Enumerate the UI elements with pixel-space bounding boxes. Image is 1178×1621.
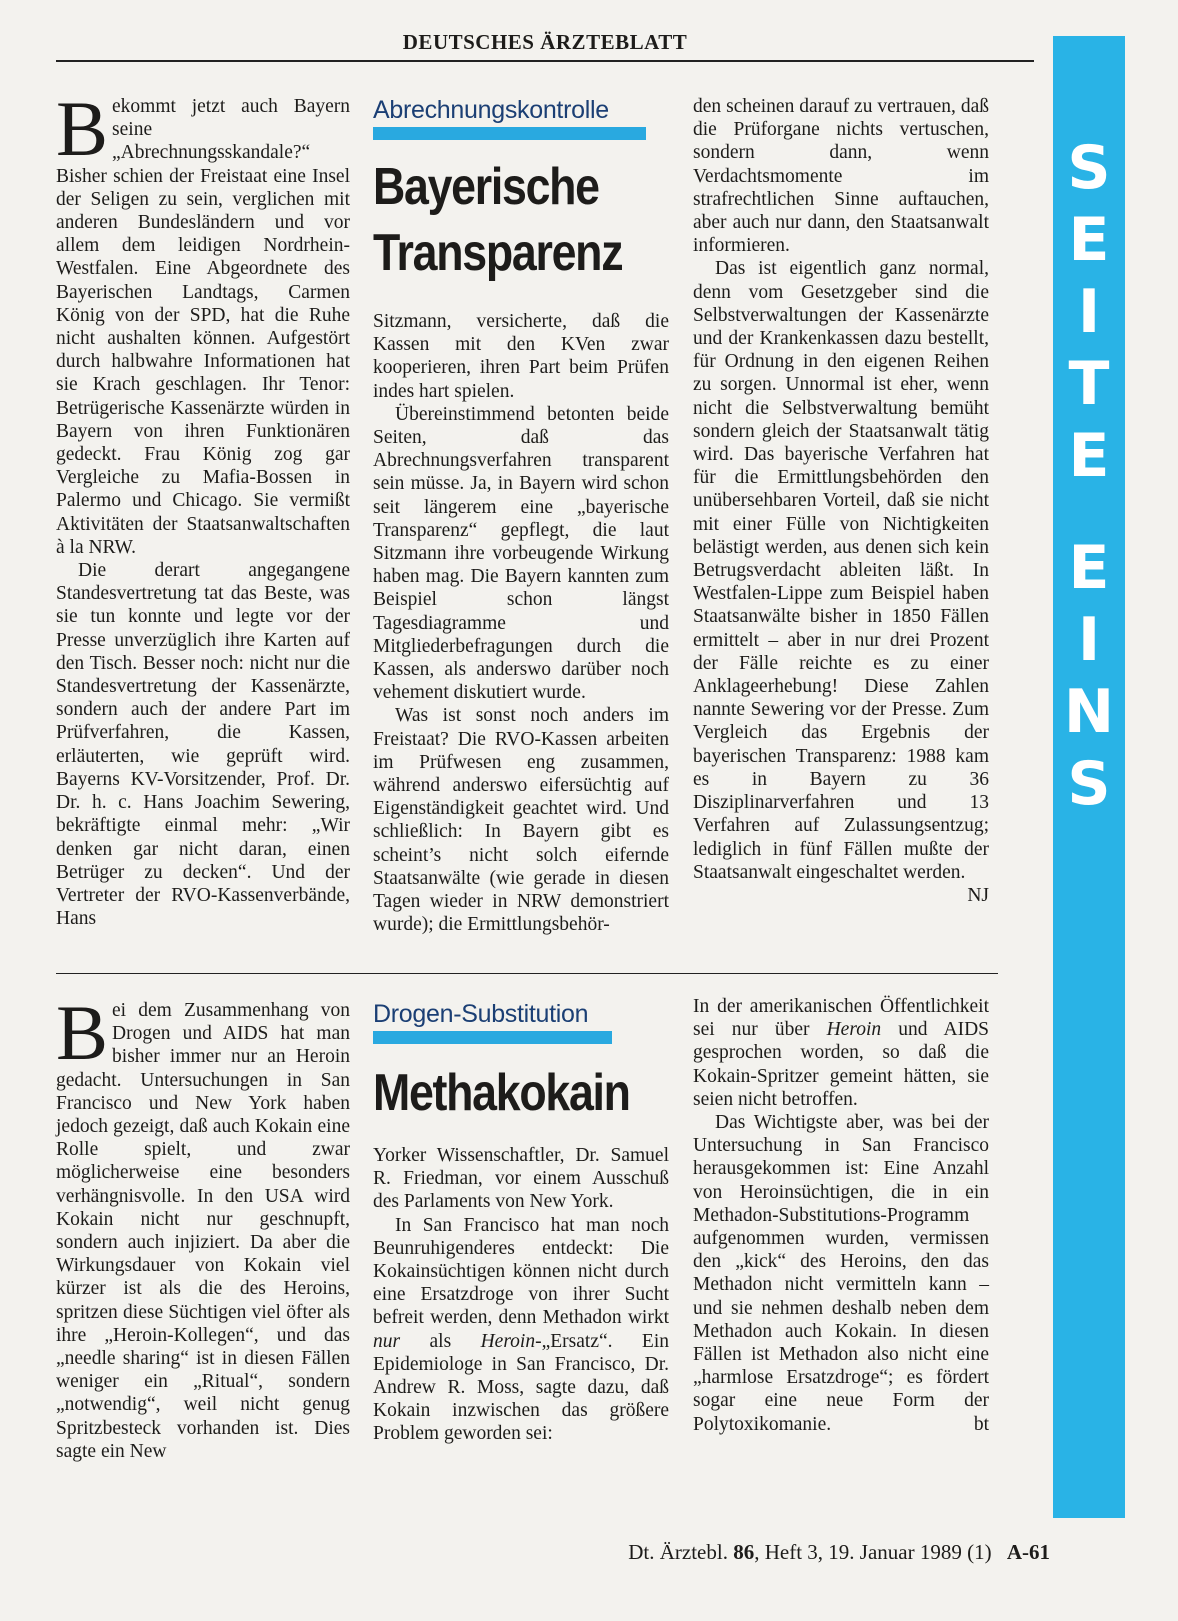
section-sidebar: [1053, 36, 1125, 1518]
article2-dropcap: B: [56, 989, 109, 1076]
sidebar-letter: E: [1068, 421, 1110, 491]
footer-volume: 86: [733, 1540, 755, 1564]
article1-kicker: Abrechnungskontrolle: [373, 96, 609, 124]
article2-text: Das Wichtigste aber, was bei der Untersuchung in San Francisco herausgekommen ist: Eine Anzahl von Heroinsüchtigen, die in ein Methadon-Substitutions-Programm aufgenommen wurden, vermissen den „kick“ des Heroins, den das Methadon nicht vermitteln kann – und sie nehmen deshalb neben dem Methadon auch Kokain. In diesen Fällen ist Methadon also nicht eine „harmlose Ersatzdroge“; es fördert sogar eine neue Form der Polytoxikomanie.: [693, 1112, 989, 1435]
article1-kicker-bar: [373, 127, 646, 140]
article2-paragraph: Yorker Wissenschaftler, Dr. Samuel R. Friedman, vor einem Ausschuß des Parlaments von New York.: [373, 1145, 669, 1213]
article2-emphasis: Heroin: [826, 1019, 882, 1041]
article2-paragraph: [693, 995, 989, 1111]
article2-text: und AIDS gesprochen worden, so daß die Kokain-Spritzer gemeint hätten, sie seien nicht betroffen.: [693, 1019, 989, 1110]
article2-emphasis: Heroin: [480, 1330, 536, 1352]
sidebar-letter: N: [1063, 677, 1115, 747]
article2-column1: [56, 989, 350, 1463]
journal-header: DEUTSCHES ÄRZTEBLATT: [402, 30, 688, 54]
sidebar-letter: S: [1067, 133, 1111, 203]
article1-headline-line2: Transparenz: [373, 224, 623, 282]
header-rule: [56, 60, 1034, 62]
article2-text: In der amerikanischen Öffentlichkeit sei nur über: [693, 996, 989, 1041]
article2-text: ei dem Zusammenhang von Drogen und AIDS hat man bisher immer nur an Heroin gedacht. Untersuchungen in San Francisco und New York haben jedoch gezeigt, daß auch Kokain eine Rolle spielt, und zwar möglicherweise eine besonders verhängnisvolle. In den USA wird Kokain nicht nur geschnupft, sondern auch injiziert. Da aber die Wirkungsdauer von Kokain viel kürzer ist als die des Heroins, spritzen diese Süchtigen viel öfter als ihre „Heroin-Kollegen“, und das „needle sharing“ ist in diesen Fällen weniger ein „Ritual“, sondern „notwendig“, weil nicht genug Spritzbesteck vorhanden ist. Dies sagte ein New: [56, 1000, 350, 1462]
sidebar-letter: E: [1068, 205, 1110, 275]
article1-paragraph: [56, 85, 350, 559]
sidebar-letter: I: [1077, 605, 1101, 675]
article2-kicker-bar: [373, 1031, 612, 1044]
article2-paragraph: [693, 1111, 989, 1436]
article2-text: -„Ersatz“. Ein Epidemiologe in San Francisco, Dr. Andrew R. Moss, sagte dazu, daß Kokain inzwischen das größere Problem geworden sei:: [373, 1330, 669, 1445]
article2-text: In San Francisco hat man noch Beunruhigenderes entdeckt: Die Kokainsüchtigen können nicht durch eine Ersatzdroge von ihrer Sucht befreit werden, denn Methadon wirkt: [373, 1214, 669, 1329]
sidebar-letter: S: [1067, 749, 1111, 819]
article2-kicker: Drogen-Substitution: [373, 1000, 589, 1028]
article1-headline-line1: Bayerische: [373, 158, 599, 216]
footer-page-number: A-61: [1006, 1540, 1050, 1564]
article1-text: ekommt jetzt auch Bayern seine „Abrechnungsskandale?“ Bisher schien der Freistaat eine Insel der Seligen zu sein, verglichen mit anderen Bundesländern und vor allem dem leidigen Nordrhein-Westfalen. Eine Abgeordnete des Bayerischen Landtags, Carmen König von der SPD, hat die Ruhe nicht aushalten können. Aufgestört durch halbwahre Informationen hat sie Krach geschlagen. Ihr Tenor: Betrügerische Kassenärzte würden in Bayern von ihren Funktionären gedeckt. Frau König zog gar Vergleiche zu Mafia-Bossen in Palermo und Chicago. Sie vermißt Aktivitäten der Staatsanwaltschaften à la NRW.: [56, 96, 350, 558]
article1-paragraph: [693, 257, 989, 906]
article1-text: Das ist eigentlich ganz normal, denn vom Gesetzgeber sind die Selbstverwaltungen der Kassenärzte und der Krankenkassen dazu bestellt, für Ordnung in den eigenen Reihen zu sorgen. Unnormal ist eher, wenn nicht die Selbstverwaltung bemüht sondern gleich der Staatsanwalt tätig wird. Das bayerische Verfahren hat für die Ermittlungsbehörden den unübersehbaren Vorteil, daß sie nicht mit einer Fülle von Nichtigkeiten belästigt werden, aus denen sich kein Betrugsverdacht ableiten läßt. In Westfalen-Lippe zum Beispiel haben Staatsanwälte bisher in 1850 Fällen ermittelt – aber in nur drei Prozent der Fälle reichte es zu einer Anklageerhebung! Diese Zahlen nannte Sewering vor der Presse. Zum Vergleich das Ergebnis der bayerischen Transparenz: 1988 kam es in Bayern zu 36 Disziplinarverfahren und 13 Verfahren auf Zulassungsentzug; lediglich in fünf Fällen mußte der Staatsanwalt eingeschaltet werden.: [693, 258, 989, 883]
article1-column2: [373, 95, 669, 936]
footer-issue: , Heft 3, 19. Januar 1989 (1): [754, 1540, 992, 1564]
article1-dropcap: B: [56, 85, 109, 172]
article2-emphasis: nur: [373, 1330, 401, 1352]
page-footer: [580, 1540, 1050, 1565]
sidebar-label: [1053, 132, 1125, 820]
article1-paragraph: Die derart angegangene Standesvertretung tat das Beste, was sie tun konnte und legte vor der Presse unverzüglich ihre Karten auf den Tisch. Besser noch: nicht nur die Standesvertretung der Kassenärzte, sondern auch der andere Part im Prüfverfahren, die Kassen, erläuterten, wie geprüft wird. Bayerns KV-Vorsitzender, Prof. Dr. Dr. h. c. Hans Joachim Sewering, bekräftigte einmal mehr: „Wir denken gar nicht daran, einen Betrüger zu decken“. Und der Vertreter der RVO-Kassenverbände, Hans: [56, 560, 350, 930]
article1-signature: NJ: [967, 884, 989, 906]
article2-paragraph: [373, 1214, 669, 1446]
article1-column3: [693, 95, 989, 907]
sidebar-letter: T: [1068, 349, 1110, 419]
footer-journal: Dt. Ärztebl.: [628, 1540, 728, 1564]
article-divider: [56, 973, 998, 974]
article1-paragraph: den scheinen darauf zu vertrauen, daß die Prüforgane nichts vertuschen, sondern dann, wenn Verdachtsmomente im strafrechtlichen Sinne auftauchen, aber auch nur dann, den Staatsanwalt informieren.: [693, 96, 989, 257]
article1-paragraph: Übereinstimmend betonten beide Seiten, daß das Abrechnungsverfahren transparent sein müsse. Ja, in Bayern wird schon seit längerem eine „bayerische Transparenz“ gepflegt, die laut Sitzmann ihre vorbeugende Wirkung haben mag. Die Bayern kannten zum Beispiel schon längst Tagesdiagramme und Mitgliederbefragungen durch die Kassen, als anderswo darüber noch vehement diskutiert wurde.: [373, 403, 669, 704]
article2-headline: Methakokain: [373, 1064, 630, 1122]
article2-column2: [373, 999, 669, 1446]
article1-paragraph: Sitzmann, versicherte, daß die Kassen mit den KVen zwar kooperieren, ihren Part beim Prüfen indes hart spielen.: [373, 311, 669, 402]
article2-signature: bt: [973, 1413, 989, 1435]
article1-paragraph: Was ist sonst noch anders im Freistaat? Die RVO-Kassen arbeiten im Prüfwesen eng zusammen, während anderswo eifersüchtig auf Eigenständigkeit geachtet wird. Und schließlich: In Bayern gibt es scheint’s nicht solch eifernde Staatsanwälte (wie gerade in diesen Tagen wieder in NRW demonstriert wurde); die Ermittlungsbehör-: [373, 705, 669, 936]
article2-column3: [693, 995, 989, 1436]
article2-text: als: [429, 1330, 452, 1352]
sidebar-letter: E: [1068, 533, 1110, 603]
article1-column1: [56, 85, 350, 930]
sidebar-letter: I: [1077, 277, 1101, 347]
article2-paragraph: [56, 989, 350, 1463]
